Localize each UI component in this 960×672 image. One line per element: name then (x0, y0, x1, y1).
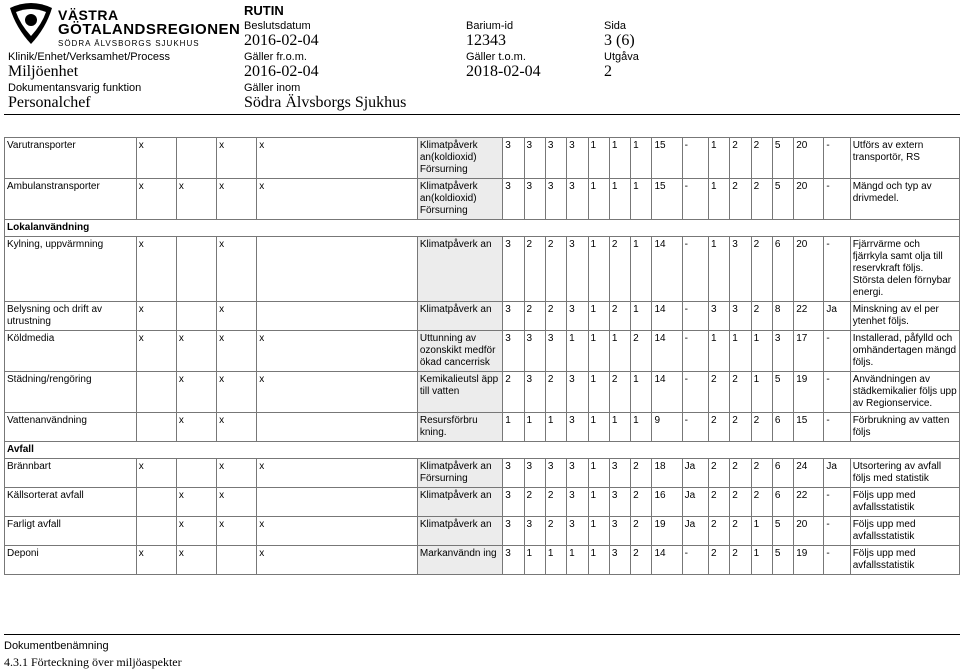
score-cell: 17 (794, 331, 824, 372)
score-cell: 2 (730, 179, 751, 220)
mark-cell: x (257, 372, 418, 413)
score-cell: Ja (682, 488, 708, 517)
score-cell: 2 (708, 546, 729, 575)
score-cell: 3 (609, 488, 630, 517)
aspect-cell: Uttunning av ozonskikt medför ökad cancerrisk (417, 331, 502, 372)
section-row (5, 220, 960, 237)
score-cell: 1 (631, 179, 652, 220)
table-row (5, 331, 960, 372)
score-cell: 3 (503, 546, 524, 575)
logo-line-3: SÖDRA ÄLVSBORGS SJUKHUS (58, 39, 200, 48)
mark-cell: x (136, 237, 176, 302)
score-cell: 2 (524, 237, 545, 302)
environmental-aspects-table (4, 137, 960, 575)
activity-cell: Farligt avfall (5, 517, 137, 546)
header-divider (4, 114, 960, 115)
label-klinik: Klinik/Enhet/Verksamhet/Process (8, 51, 171, 63)
section-row (5, 442, 960, 459)
table-row (5, 372, 960, 413)
score-cell: 3 (567, 302, 588, 331)
label-galler-inom: Gäller inom (244, 82, 301, 94)
score-cell: 14 (652, 237, 682, 302)
mark-cell (257, 302, 418, 331)
mark-cell: x (217, 488, 257, 517)
score-cell: 19 (794, 546, 824, 575)
score-cell: 3 (545, 138, 566, 179)
score-cell: 1 (708, 138, 729, 179)
comment-cell: Mängd och typ av drivmedel. (850, 179, 959, 220)
mark-cell: x (136, 331, 176, 372)
score-cell: 1 (524, 413, 545, 442)
score-cell: 5 (772, 372, 793, 413)
score-cell: 3 (545, 459, 566, 488)
score-cell: 6 (772, 488, 793, 517)
score-cell: 1 (631, 372, 652, 413)
comment-cell: Användningen av städkemikalier följs upp av Regionservice. (850, 372, 959, 413)
value-barium-id: 12343 (466, 32, 506, 49)
mark-cell: x (136, 302, 176, 331)
label-utgava: Utgåva (604, 51, 639, 63)
score-cell: 2 (545, 517, 566, 546)
score-cell: - (824, 517, 850, 546)
score-cell: 3 (567, 517, 588, 546)
score-cell: 1 (588, 459, 609, 488)
score-cell: 14 (652, 331, 682, 372)
label-galler-from: Gäller fr.o.m. (244, 51, 307, 63)
score-cell: 1 (545, 546, 566, 575)
mark-cell: x (257, 459, 418, 488)
score-cell: 15 (652, 138, 682, 179)
mark-cell (176, 302, 216, 331)
score-cell: 3 (567, 179, 588, 220)
aspect-cell: Klimatpåverk an(koldioxid) Försurning (417, 138, 502, 179)
score-cell: 3 (503, 517, 524, 546)
score-cell: Ja (824, 302, 850, 331)
section-title: Lokalanvändning (5, 220, 960, 237)
score-cell: 1 (631, 413, 652, 442)
score-cell: 2 (730, 413, 751, 442)
score-cell: 1 (524, 546, 545, 575)
score-cell: 1 (609, 179, 630, 220)
label-barium-id: Barium-id (466, 20, 514, 32)
logo-line-2: GÖTALANDSREGIONEN (58, 21, 241, 38)
score-cell: 3 (545, 331, 566, 372)
score-cell: 1 (588, 372, 609, 413)
score-cell: 1 (567, 331, 588, 372)
comment-cell: Minskning av el per ytenhet följs. (850, 302, 959, 331)
score-cell: 2 (503, 372, 524, 413)
score-cell: 2 (609, 237, 630, 302)
score-cell: 22 (794, 302, 824, 331)
score-cell: 2 (751, 179, 772, 220)
aspect-cell: Klimatpåverk an(koldioxid) Försurning (417, 179, 502, 220)
score-cell: 1 (751, 331, 772, 372)
score-cell: 3 (730, 302, 751, 331)
section-title: Avfall (5, 442, 960, 459)
score-cell: 2 (730, 546, 751, 575)
score-cell: 2 (708, 413, 729, 442)
score-cell: 1 (751, 517, 772, 546)
mark-cell: x (176, 179, 216, 220)
mark-cell: x (217, 138, 257, 179)
aspect-cell: Markanvändn ing (417, 546, 502, 575)
score-cell: 3 (503, 302, 524, 331)
score-cell: 1 (503, 413, 524, 442)
mark-cell: x (217, 179, 257, 220)
score-cell: 2 (631, 517, 652, 546)
score-cell: - (824, 413, 850, 442)
score-cell: 2 (609, 372, 630, 413)
score-cell: 18 (652, 459, 682, 488)
aspect-cell: Klimatpåverk an (417, 488, 502, 517)
score-cell: Ja (682, 517, 708, 546)
label-ansvarig: Dokumentansvarig funktion (8, 82, 142, 94)
mark-cell: x (176, 517, 216, 546)
score-cell: 3 (567, 413, 588, 442)
score-cell: - (824, 138, 850, 179)
score-cell: - (682, 302, 708, 331)
aspect-cell: Klimatpåverk an (417, 517, 502, 546)
aspect-cell: Resursförbru kning. (417, 413, 502, 442)
score-cell: 3 (524, 331, 545, 372)
score-cell: - (824, 237, 850, 302)
score-cell: 2 (730, 138, 751, 179)
activity-cell: Ambulanstransporter (5, 179, 137, 220)
value-galler-inom: Södra Älvsborgs Sjukhus (244, 94, 407, 111)
score-cell: - (824, 488, 850, 517)
score-cell: 1 (588, 138, 609, 179)
score-cell: 2 (545, 372, 566, 413)
score-cell: 19 (652, 517, 682, 546)
score-cell: 2 (524, 488, 545, 517)
aspect-cell: Kemikalieutsl äpp till vatten (417, 372, 502, 413)
activity-cell: Deponi (5, 546, 137, 575)
region-logo (6, 2, 241, 48)
score-cell: 6 (772, 237, 793, 302)
footer-divider (4, 634, 960, 635)
mark-cell: x (217, 237, 257, 302)
table-row (5, 517, 960, 546)
score-cell: 5 (772, 546, 793, 575)
score-cell: 2 (751, 138, 772, 179)
mark-cell: x (217, 372, 257, 413)
mark-cell: x (257, 179, 418, 220)
activity-cell: Källsorterat avfall (5, 488, 137, 517)
aspect-cell: Klimatpåverk an Försurning (417, 459, 502, 488)
score-cell: 15 (794, 413, 824, 442)
activity-cell: Varutransporter (5, 138, 137, 179)
score-cell: 5 (772, 179, 793, 220)
footer-value: 4.3.1 Förteckning över miljöaspekter (4, 655, 182, 669)
score-cell: 3 (524, 179, 545, 220)
table-row (5, 302, 960, 331)
score-cell: 6 (772, 459, 793, 488)
score-cell: 1 (730, 331, 751, 372)
score-cell: 1 (631, 237, 652, 302)
score-cell: 1 (588, 237, 609, 302)
score-cell: 2 (730, 372, 751, 413)
score-cell: Ja (824, 459, 850, 488)
table-row (5, 459, 960, 488)
score-cell: 2 (708, 517, 729, 546)
activity-cell: Kylning, uppvärmning (5, 237, 137, 302)
score-cell: - (682, 237, 708, 302)
label-galler-tom: Gäller t.o.m. (466, 51, 526, 63)
score-cell: 1 (708, 237, 729, 302)
aspect-cell: Klimatpåverk an (417, 302, 502, 331)
score-cell: 3 (524, 372, 545, 413)
score-cell: 3 (545, 179, 566, 220)
comment-cell: Följs upp med avfallsstatistik (850, 488, 959, 517)
score-cell: - (682, 546, 708, 575)
comment-cell: Installerad, påfylld och omhändertagen mängd följs. (850, 331, 959, 372)
score-cell: 9 (652, 413, 682, 442)
score-cell: 8 (772, 302, 793, 331)
score-cell: 3 (708, 302, 729, 331)
score-cell: 1 (609, 413, 630, 442)
score-cell: 1 (588, 546, 609, 575)
score-cell: 2 (708, 459, 729, 488)
table-row (5, 179, 960, 220)
score-cell: 14 (652, 302, 682, 331)
mark-cell (257, 237, 418, 302)
score-cell: 1 (588, 413, 609, 442)
mark-cell (136, 517, 176, 546)
score-cell: 3 (524, 138, 545, 179)
score-cell: 3 (772, 331, 793, 372)
score-cell: 3 (609, 546, 630, 575)
mark-cell: x (136, 546, 176, 575)
score-cell: 3 (503, 237, 524, 302)
activity-cell: Städning/rengöring (5, 372, 137, 413)
score-cell: - (682, 179, 708, 220)
table-body (5, 138, 960, 575)
mark-cell: x (176, 372, 216, 413)
score-cell: 20 (794, 179, 824, 220)
mark-cell (136, 372, 176, 413)
value-ansvarig: Personalchef (8, 94, 91, 111)
table-row (5, 237, 960, 302)
score-cell: - (824, 546, 850, 575)
score-cell: 2 (708, 488, 729, 517)
comment-cell: Utförs av extern transportör, RS (850, 138, 959, 179)
score-cell: 2 (545, 488, 566, 517)
score-cell: 5 (772, 517, 793, 546)
score-cell: 20 (794, 517, 824, 546)
activity-cell: Belysning och drift av utrustning (5, 302, 137, 331)
mark-cell: x (176, 546, 216, 575)
score-cell: 14 (652, 546, 682, 575)
mark-cell: x (176, 331, 216, 372)
score-cell: - (824, 331, 850, 372)
mark-cell: x (176, 413, 216, 442)
mark-cell (176, 138, 216, 179)
comment-cell: Utsortering av avfall följs med statistik (850, 459, 959, 488)
mark-cell (136, 488, 176, 517)
score-cell: Ja (682, 459, 708, 488)
score-cell: - (682, 372, 708, 413)
footer-label: Dokumentbenämning (4, 640, 109, 652)
score-cell: - (824, 179, 850, 220)
table-row (5, 488, 960, 517)
score-cell: 3 (503, 179, 524, 220)
mark-cell: x (257, 517, 418, 546)
score-cell: 6 (772, 413, 793, 442)
mark-cell: x (136, 138, 176, 179)
score-cell: 14 (652, 372, 682, 413)
mark-cell (257, 488, 418, 517)
score-cell: - (682, 331, 708, 372)
score-cell: 1 (631, 302, 652, 331)
score-cell: 2 (751, 302, 772, 331)
score-cell: 5 (772, 138, 793, 179)
score-cell: 1 (751, 372, 772, 413)
mark-cell: x (136, 179, 176, 220)
score-cell: 1 (545, 413, 566, 442)
score-cell: 19 (794, 372, 824, 413)
score-cell: 1 (588, 488, 609, 517)
score-cell: 1 (751, 546, 772, 575)
score-cell: 1 (588, 302, 609, 331)
score-cell: 2 (751, 459, 772, 488)
table-row (5, 413, 960, 442)
score-cell: 2 (751, 237, 772, 302)
value-galler-tom: 2018-02-04 (466, 63, 541, 80)
score-cell: 3 (503, 138, 524, 179)
doc-type: RUTIN (244, 3, 284, 18)
activity-cell: Brännbart (5, 459, 137, 488)
score-cell: 2 (631, 488, 652, 517)
logo-line-1: VÄSTRA (58, 7, 119, 23)
mark-cell: x (136, 459, 176, 488)
score-cell: 2 (730, 488, 751, 517)
score-cell: 20 (794, 237, 824, 302)
score-cell: 2 (524, 302, 545, 331)
score-cell: 2 (751, 488, 772, 517)
value-klinik: Miljöenhet (8, 63, 79, 80)
score-cell: 1 (588, 179, 609, 220)
score-cell: 3 (503, 488, 524, 517)
mark-cell: x (217, 302, 257, 331)
mark-cell: x (176, 488, 216, 517)
score-cell: 1 (708, 331, 729, 372)
mark-cell (217, 546, 257, 575)
score-cell: 2 (545, 302, 566, 331)
mark-cell (136, 413, 176, 442)
region-emblem-icon (6, 2, 56, 46)
table-row (5, 138, 960, 179)
label-sida: Sida (604, 20, 627, 32)
score-cell: 22 (794, 488, 824, 517)
activity-cell: Vattenanvändning (5, 413, 137, 442)
value-sida: 3 (6) (604, 32, 635, 49)
mark-cell (176, 237, 216, 302)
score-cell: 2 (708, 372, 729, 413)
mark-cell (257, 413, 418, 442)
score-cell: 2 (545, 237, 566, 302)
mark-cell: x (217, 459, 257, 488)
value-galler-from: 2016-02-04 (244, 63, 319, 80)
score-cell: 15 (652, 179, 682, 220)
score-cell: 1 (708, 179, 729, 220)
score-cell: - (682, 138, 708, 179)
score-cell: 3 (567, 459, 588, 488)
score-cell: 24 (794, 459, 824, 488)
score-cell: 1 (631, 138, 652, 179)
score-cell: 2 (631, 546, 652, 575)
score-cell: 3 (503, 459, 524, 488)
score-cell: 3 (567, 138, 588, 179)
score-cell: 2 (751, 413, 772, 442)
score-cell: 2 (730, 459, 751, 488)
comment-cell: Följs upp med avfallsstatistik (850, 546, 959, 575)
score-cell: 3 (730, 237, 751, 302)
mark-cell: x (257, 138, 418, 179)
score-cell: 3 (524, 517, 545, 546)
score-cell: 2 (730, 517, 751, 546)
score-cell: 2 (631, 331, 652, 372)
score-cell: 1 (567, 546, 588, 575)
score-cell: 1 (588, 517, 609, 546)
score-cell: 1 (588, 331, 609, 372)
score-cell: 2 (609, 302, 630, 331)
mark-cell: x (217, 517, 257, 546)
score-cell: 3 (567, 237, 588, 302)
label-beslutsdatum: Beslutsdatum (244, 20, 311, 32)
mark-cell: x (257, 546, 418, 575)
comment-cell: Följs upp med avfallsstatistik (850, 517, 959, 546)
score-cell: 16 (652, 488, 682, 517)
score-cell: 20 (794, 138, 824, 179)
value-utgava: 2 (604, 63, 612, 80)
table-row (5, 546, 960, 575)
score-cell: 3 (609, 459, 630, 488)
comment-cell: Fjärrvärme och fjärrkyla samt olja till reservkraft följs. Största delen förnybar energi. (850, 237, 959, 302)
score-cell: 1 (609, 138, 630, 179)
score-cell: 3 (503, 331, 524, 372)
mark-cell (176, 459, 216, 488)
aspect-cell: Klimatpåverk an (417, 237, 502, 302)
score-cell: 2 (631, 459, 652, 488)
score-cell: 3 (567, 372, 588, 413)
mark-cell: x (217, 413, 257, 442)
mark-cell: x (257, 331, 418, 372)
mark-cell: x (217, 331, 257, 372)
score-cell: - (824, 372, 850, 413)
activity-cell: Köldmedia (5, 331, 137, 372)
score-cell: 3 (567, 488, 588, 517)
value-beslutsdatum: 2016-02-04 (244, 32, 319, 49)
score-cell: 3 (524, 459, 545, 488)
comment-cell: Förbrukning av vatten följs (850, 413, 959, 442)
score-cell: - (682, 413, 708, 442)
score-cell: 1 (609, 331, 630, 372)
score-cell: 3 (609, 517, 630, 546)
